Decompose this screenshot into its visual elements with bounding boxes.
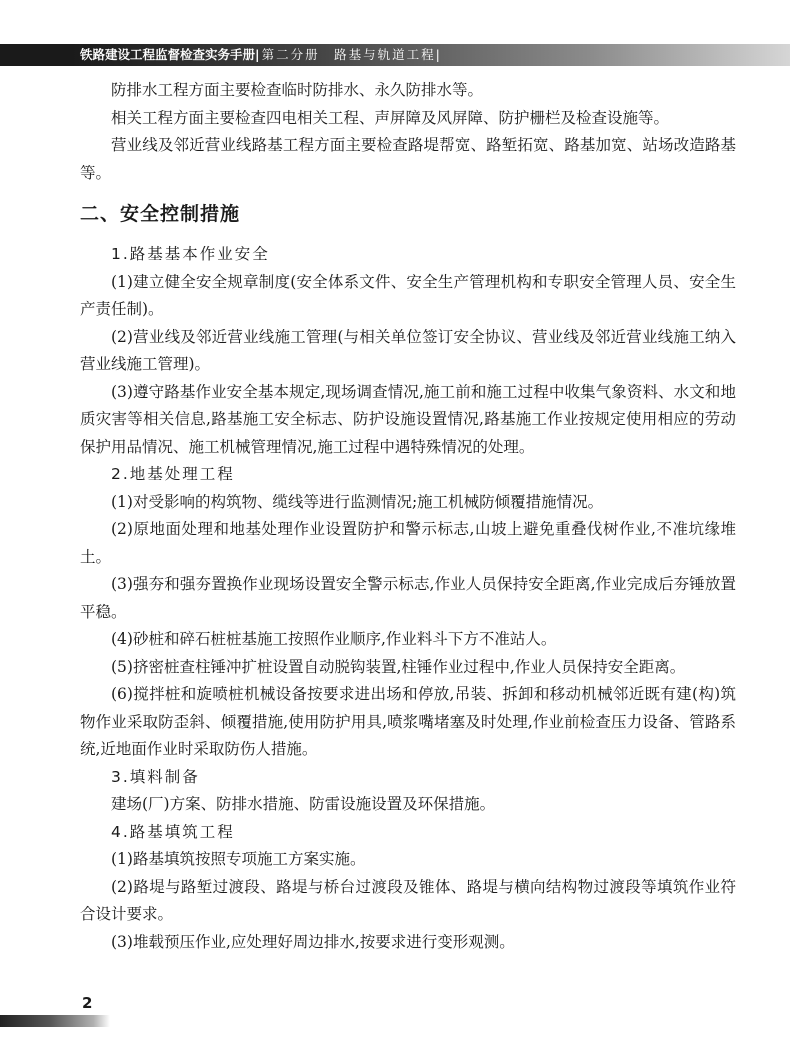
volume-title: 第二分册 路基与轨道工程| — [261, 47, 442, 62]
section-heading: 二、安全控制措施 — [80, 203, 241, 225]
paragraph: (3)遵守路基作业安全基本规定,现场调查情况,施工前和施工过程中收集气象资料、水文和地质灾害等相关信息,路基施工安全标志、防护设施设置情况,路基施工作业按规定使用相应的劳动保护用品情况、施工机械管理情况,施工过程中遇特殊情况的处理。 — [80, 382, 736, 456]
subsection-heading: 2.地基处理工程 — [111, 465, 235, 483]
paragraph: (3)强夯和强夯置换作业现场设置安全警示标志,作业人员保持安全距离,作业完成后夯锤放置平稳。 — [80, 575, 736, 621]
page-number: 2 — [82, 994, 93, 1012]
intro-paragraph: 营业线及邻近营业线路基工程方面主要检查路堤帮宽、路堑拓宽、路基加宽、站场改造路基等。 — [80, 136, 736, 182]
subsection-heading: 3.填料制备 — [111, 767, 200, 786]
paragraph: (6)搅拌桩和旋喷桩机械设备按要求进出场和停放,吊装、拆卸和移动机械邻近既有建(构)筑物作业采取防歪斜、倾覆措施,使用防护用具,喷浆嘴堵塞及时处理,作业前检查压力设备、管路系统,近地面作业时采取防伤人措施。 — [80, 685, 736, 758]
subsection-heading: 1.路基基本作业安全 — [111, 245, 270, 263]
paragraph: (5)挤密桩查柱锤冲扩桩设置自动脱钩装置,柱锤作业过程中,作业人员保持安全距离。 — [111, 657, 686, 676]
paragraph: (2)路堤与路堑过渡段、路堤与桥台过渡段及锥体、路堤与横向结构物过渡段等填筑作业符合设计要求。 — [80, 877, 736, 923]
running-header — [80, 46, 442, 64]
intro-paragraph: 相关工程方面主要检查四电相关工程、声屏障及风屏障、防护栅栏及检查设施等。 — [111, 108, 670, 127]
page-body — [80, 77, 736, 956]
paragraph: (1)对受影响的构筑物、缆线等进行监测情况;施工机械防倾覆措施情况。 — [111, 492, 604, 511]
paragraph: 建场(厂)方案、防排水措施、防雷设施设置及环保措施。 — [111, 795, 496, 813]
paragraph: (1)路基填筑按照专项施工方案实施。 — [111, 850, 366, 868]
footer-band — [0, 1015, 110, 1027]
subsection-heading: 4.路基填筑工程 — [111, 822, 235, 841]
book-title: 铁路建设工程监督检查实务手册| — [80, 47, 260, 62]
paragraph: (2)营业线及邻近营业线施工管理(与相关单位签订安全协议、营业线及邻近营业线施工纳入营业线施工管理)。 — [80, 327, 736, 373]
intro-paragraph: 防排水工程方面主要检查临时防排水、永久防排水等。 — [111, 81, 484, 99]
paragraph: (4)砂桩和碎石桩桩基施工按照作业顺序,作业料斗下方不准站人。 — [111, 630, 557, 648]
paragraph: (3)堆载预压作业,应处理好周边排水,按要求进行变形观测。 — [111, 932, 515, 951]
paragraph: (2)原地面处理和地基处理作业设置防护和警示标志,山坡上避免重叠伐树作业,不准坑缘堆土。 — [80, 520, 736, 566]
paragraph: (1)建立健全安全规章制度(安全体系文件、安全生产管理机构和专职安全管理人员、安全生产责任制)。 — [80, 272, 736, 318]
